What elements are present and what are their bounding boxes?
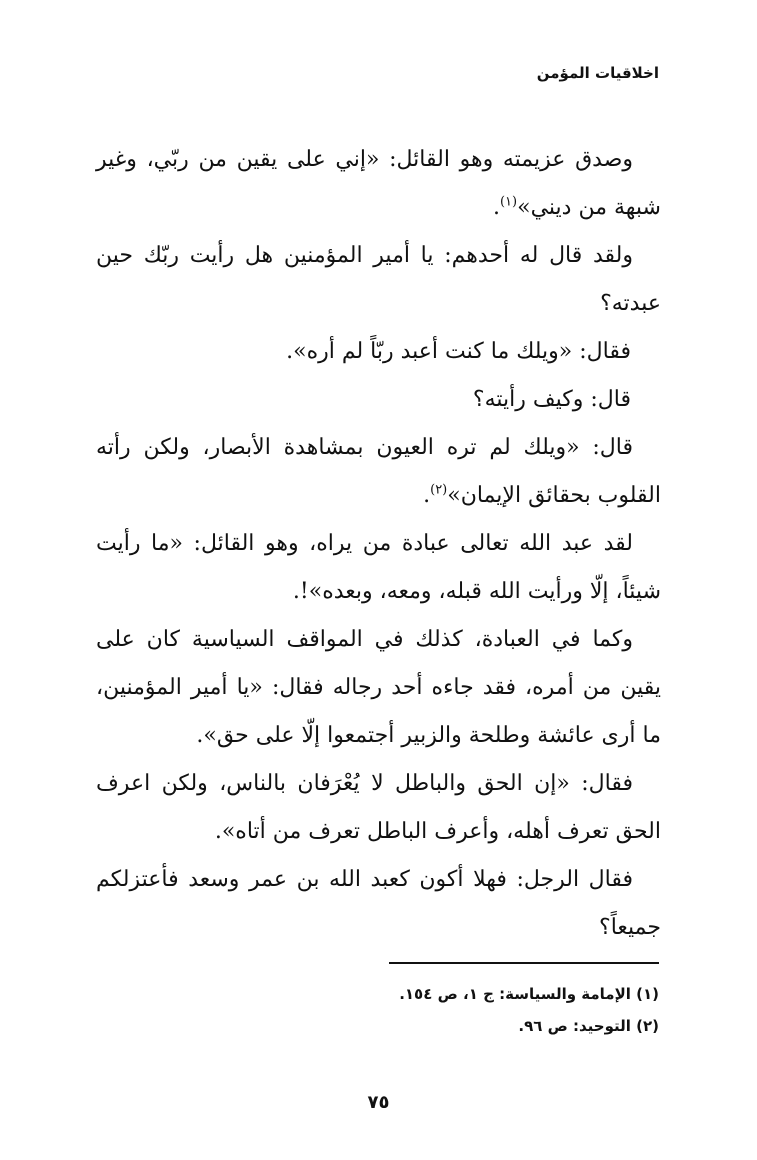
- paragraph-1-tail: .: [492, 195, 500, 220]
- paragraph-1: [96, 136, 661, 232]
- paragraph-5: [96, 424, 661, 520]
- footnote-2: (٢) التوحيد: ص ٩٦.: [518, 1017, 659, 1035]
- page-number: ٧٥: [367, 1092, 390, 1113]
- footnote-separator: [389, 962, 659, 964]
- paragraph-7: وكما في العبادة، كذلك في المواقف السياسية كان على يقين من أمره، فقد جاءه أحد رجاله فقال: «يا أمير المؤمنين، ما أرى عائشة وطلحة والزبير أجتمعوا إلّا على حق».: [96, 627, 662, 748]
- paragraph-5-text: قال: «ويلك لم تره العيون بمشاهدة الأبصار، ولكن رأته القلوب بحقائق الإيمان»: [96, 435, 661, 508]
- footnote-ref-2[interactable]: (٢): [430, 482, 448, 498]
- footnotes: [299, 978, 659, 1042]
- running-header: اخلاقيات المؤمن: [536, 64, 659, 82]
- paragraph-8: فقال: «إن الحق والباطل لا يُعْرَفان بالناس، ولكن اعرف الحق تعرف أهله، وأعرف الباطل تعرف من أتاه».: [96, 771, 661, 844]
- paragraph-9: فقال الرجل: فهلا أكون كعبد الله بن عمر وسعد فأعتزلكم جميعاً؟: [96, 867, 661, 940]
- paragraph-5-tail: .: [423, 483, 431, 508]
- paragraph-6: لقد عبد الله تعالى عبادة من يراه، وهو القائل: «ما رأيت شيئاً، إلّا ورأيت الله قبله، ومعه، وبعده»!.: [96, 531, 661, 604]
- footnote-1: (١) الإمامة والسياسة: ج ١، ص ١٥٤.: [399, 985, 659, 1003]
- paragraph-3: فقال: «ويلك ما كنت أعبد ربّاً لم أره».: [286, 339, 631, 364]
- paragraph-2: ولقد قال له أحدهم: يا أمير المؤمنين هل رأيت ربّك حين عبدته؟: [96, 243, 661, 316]
- paragraph-1-text: وصدق عزيمته وهو القائل: «إني على يقين من ربّي، وغير شبهة من ديني»: [96, 147, 661, 220]
- footnote-ref-1[interactable]: (١): [499, 194, 518, 210]
- main-text: [96, 136, 661, 952]
- paragraph-4: قال: وكيف رأيته؟: [472, 387, 631, 412]
